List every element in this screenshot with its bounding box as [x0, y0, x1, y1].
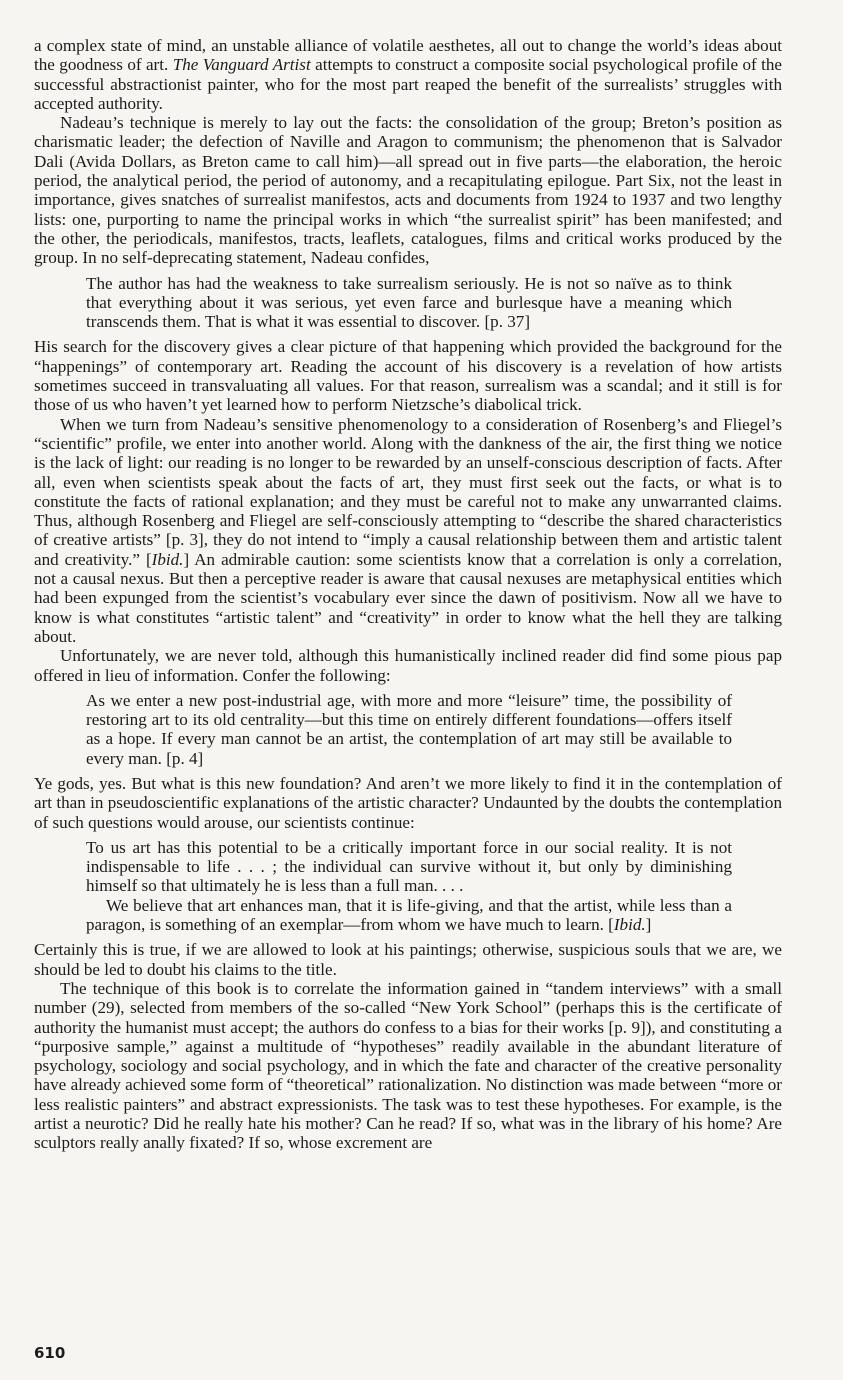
paragraph-1: a complex state of mind, an unstable alliance of volatile aesthetes, all out to change the world’s ideas about the goodness of art. The Vanguard Artist attempts to construct a composite social psychological profile of the successful abstractionist painter, who for the most part reaped the benefit of the surrealists’ struggles with accepted authority. — [34, 36, 783, 113]
paragraph-4: When we turn from Nadeau’s sensitive phenomenology to a consideration of Rosenberg’s and Fliegel’s “scientific” profile, we enter into another world. Along with the dankness of the air, the first thing we notice is the lack of light: our reading is no longer to be rewarded by an unself-conscious description of facts. After all, even when scientists speak about the facts of art, they must first seek out the facts, or what is to constitute the facts of rational explanation; and they must be careful not to make any unwarranted claims. Thus, although Rosenberg and Fliegel are self-consciously attempting to “describe the shared characteristics of creative artists” [p. 3], they do not intend to “imply a causal relationship between them and artistic talent and creativity.” [Ibid.] An admirable caution: some scientists know that a correlation is only a correlation, not a causal nexus. But then a perceptive reader is aware that causal nexuses are metaphysical entities which had been expunged from the scientist’s vocabulary ever since the dawn of positivism. Now all we have to know is what constitutes “artistic talent” and “creativity” in order to know what the hell they are talking about. — [34, 414, 782, 646]
page-number: 610 — [34, 1344, 66, 1362]
book-title: The Vanguard Artist — [172, 55, 311, 75]
paragraph-2: Nadeau’s technique is merely to lay out the facts: the consolidation of the group; Breton’s position as charismatic leader; the defection of Naville and Aragon to communism; the phenomenon that is Salvador Dali (Avida Dollars, as Breton came to call him)—all spread out in five parts—the elaboration, the heroic period, the analytical period, the period of autonomy, and a recapitulating epilogue. Part Six, not the least in importance, gives snatches of surrealist manifestos, acts and documents from 1924 to 1937 and two lengthy lists: one, purporting to name the principal works in which “the surrealist spirit” has been manifested; and the other, the periodicals, manifestos, tracts, leaflets, catalogues, films and critical works produced by the group. In no self-deprecating statement, Nadeau confides, — [34, 113, 782, 268]
body-text — [34, 36, 782, 1153]
paragraph-5: Unfortunately, we are never told, although this humanistically inclined reader did find some pious pap offered in lieu of information. Confer the following: — [34, 646, 782, 685]
paragraph-8: The technique of this book is to correlate the information gained in “tandem interviews” with a small number (29), selected from members of the so-called “New York School” (perhaps this is the certificate of authority the humanist must accept; the authors do confess to a bias for their works [p. 9]), and constituting a “purposive sample,” against a multitude of “hypotheses” readily available in the abundant literature of psychology, sociology and social psychology, and in which the fate and character of the creative personality have already achieved some form of “theoretical” rationalization. No distinction was made between “more or less realistic painters” and abstract expressionists. The task was to test these hypotheses. For example, is the artist a neurotic? Did he really hate his mother? Can he read? If so, what was in the library of his home? Are sculptors really anally fixated? If so, whose excrement are — [34, 978, 782, 1153]
paragraph-3: His search for the discovery gives a clear picture of that happening which provided the background for the “happenings” of contemporary art. Reading the account of his discovery is a revelation of how artists sometimes succeed in transvaluating all values. For that reason, surrealism was a scandal; and it still is for those of us who haven’t yet learned how to perform Nietzsche’s diabolical trick. — [34, 337, 782, 415]
block-quote-2: As we enter a new post-industrial age, with more and more “leisure” time, the possibility of restoring art to its old centrality—but this time on entirely different foundations—offers itself as a hope. If every man cannot be an artist, the contemplation of art may still be available to every man. [p. 4] — [86, 690, 732, 768]
block-quote-3: To us art has this potential to be a critically important force in our social reality. It is not indispensable to life . . . ; the individual can survive without it, but only by diminishing himself so that ultimately he is less than a full man. . . . We believe that art enhances man, that it is life-giving, and that the artist, while less than a paragon, is something of an exemplar—from whom we have much to learn. [Ibid.] — [86, 837, 732, 935]
paragraph-7: Certainly this is true, if we are allowed to look at his paintings; otherwise, suspicious souls that we are, we should be led to doubt his claims to the title. — [34, 940, 782, 979]
paragraph-6: Ye gods, yes. But what is this new foundation? And aren’t we more likely to find it in the contemplation of art than in pseudoscientific explanations of the artistic character? Undaunted by the doubts the contemplation of such questions would arouse, our scientists continue: — [34, 773, 782, 832]
block-quote-1: The author has had the weakness to take surrealism seriously. He is not so naïve as to think that everything about it was serious, yet even farce and burlesque have a meaning which transcends them. That is what it was essential to discover. [p. 37] — [86, 273, 732, 332]
